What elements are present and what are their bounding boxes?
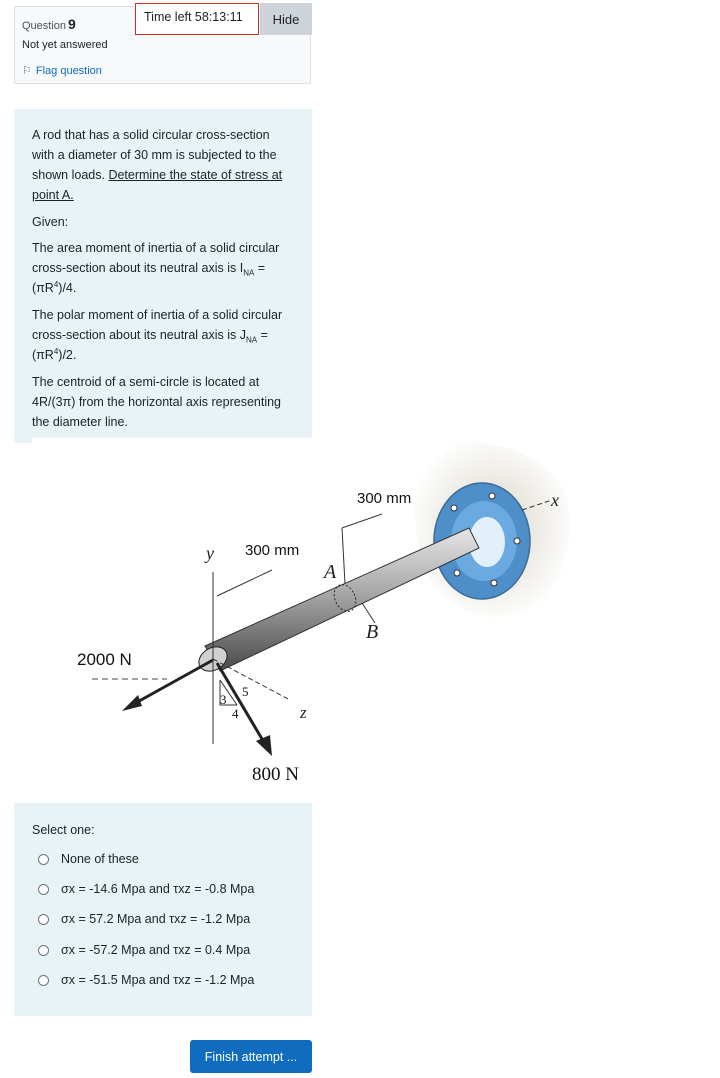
finish-attempt-button[interactable]: Finish attempt ... [190,1040,312,1073]
slope-5: 5 [242,684,249,699]
polar-inertia-note: The polar moment of inertia of a solid circular cross-section about its neutral axis is $J_{NA} = (\pi R^4)/2$. [32,308,283,362]
problem-figure [32,438,572,803]
option-c[interactable]: σx = 57.2 Mpa and τxz = -1.2 Mpa [38,909,250,929]
centroid-note: The centroid of a semi-circle is located at 4R/(3π) from the horizontal axis representing the diameter line. [32,375,282,429]
slope-3: 3 [220,692,227,707]
radio-button[interactable] [38,914,49,925]
label-a: A [324,561,337,583]
radio-button[interactable] [38,945,49,956]
question-number: Question 9 [22,16,76,32]
dim-top: 300 mm [357,490,412,507]
option-d[interactable]: σx = -57.2 Mpa and τxz = 0.4 Mpa [38,940,250,960]
given-label: Given: [32,215,69,229]
force-2000-label: 2000 N [77,650,132,669]
label-b: B [366,621,379,643]
radio-button[interactable] [38,884,49,895]
select-one-prompt: Select one: [32,823,95,837]
radio-button[interactable] [38,854,49,865]
question-state: Not yet answered [22,39,108,51]
question-task: Determine the state of stress at point A. [32,168,283,202]
question-text-panel [14,109,312,443]
slope-4: 4 [232,706,239,721]
quiz-timer: Time left 58:13:11 [135,3,259,35]
label-y: y [206,543,214,563]
option-b[interactable]: σx = -14.6 Mpa and τxz = -0.8 Mpa [38,879,254,899]
option-e[interactable]: σx = -51.5 Mpa and τxz = -1.2 Mpa [38,970,254,990]
force-800-label: 800 N [252,764,299,785]
rod-diagram [32,438,572,803]
radio-button[interactable] [38,975,49,986]
flag-question-link[interactable]: ⚐ Flag question [22,65,102,77]
label-z: z [300,703,307,722]
hide-timer-button[interactable]: Hide [260,3,312,35]
area-inertia-note: The area moment of inertia of a solid circular cross-section about its neutral axis is $I_{NA} = (\pi R^4)/4$. [32,241,280,295]
dim-mid: 300 mm [245,542,300,559]
option-none[interactable]: None of these [38,849,139,869]
label-x: x [551,490,559,510]
flag-icon: ⚐ [22,65,32,77]
question-intro: A rod that has a solid circular cross-section with a diameter of 30 mm is subjected to the shown loads. Determine the state of stress at point A. [32,128,283,202]
answer-panel [14,803,312,1016]
